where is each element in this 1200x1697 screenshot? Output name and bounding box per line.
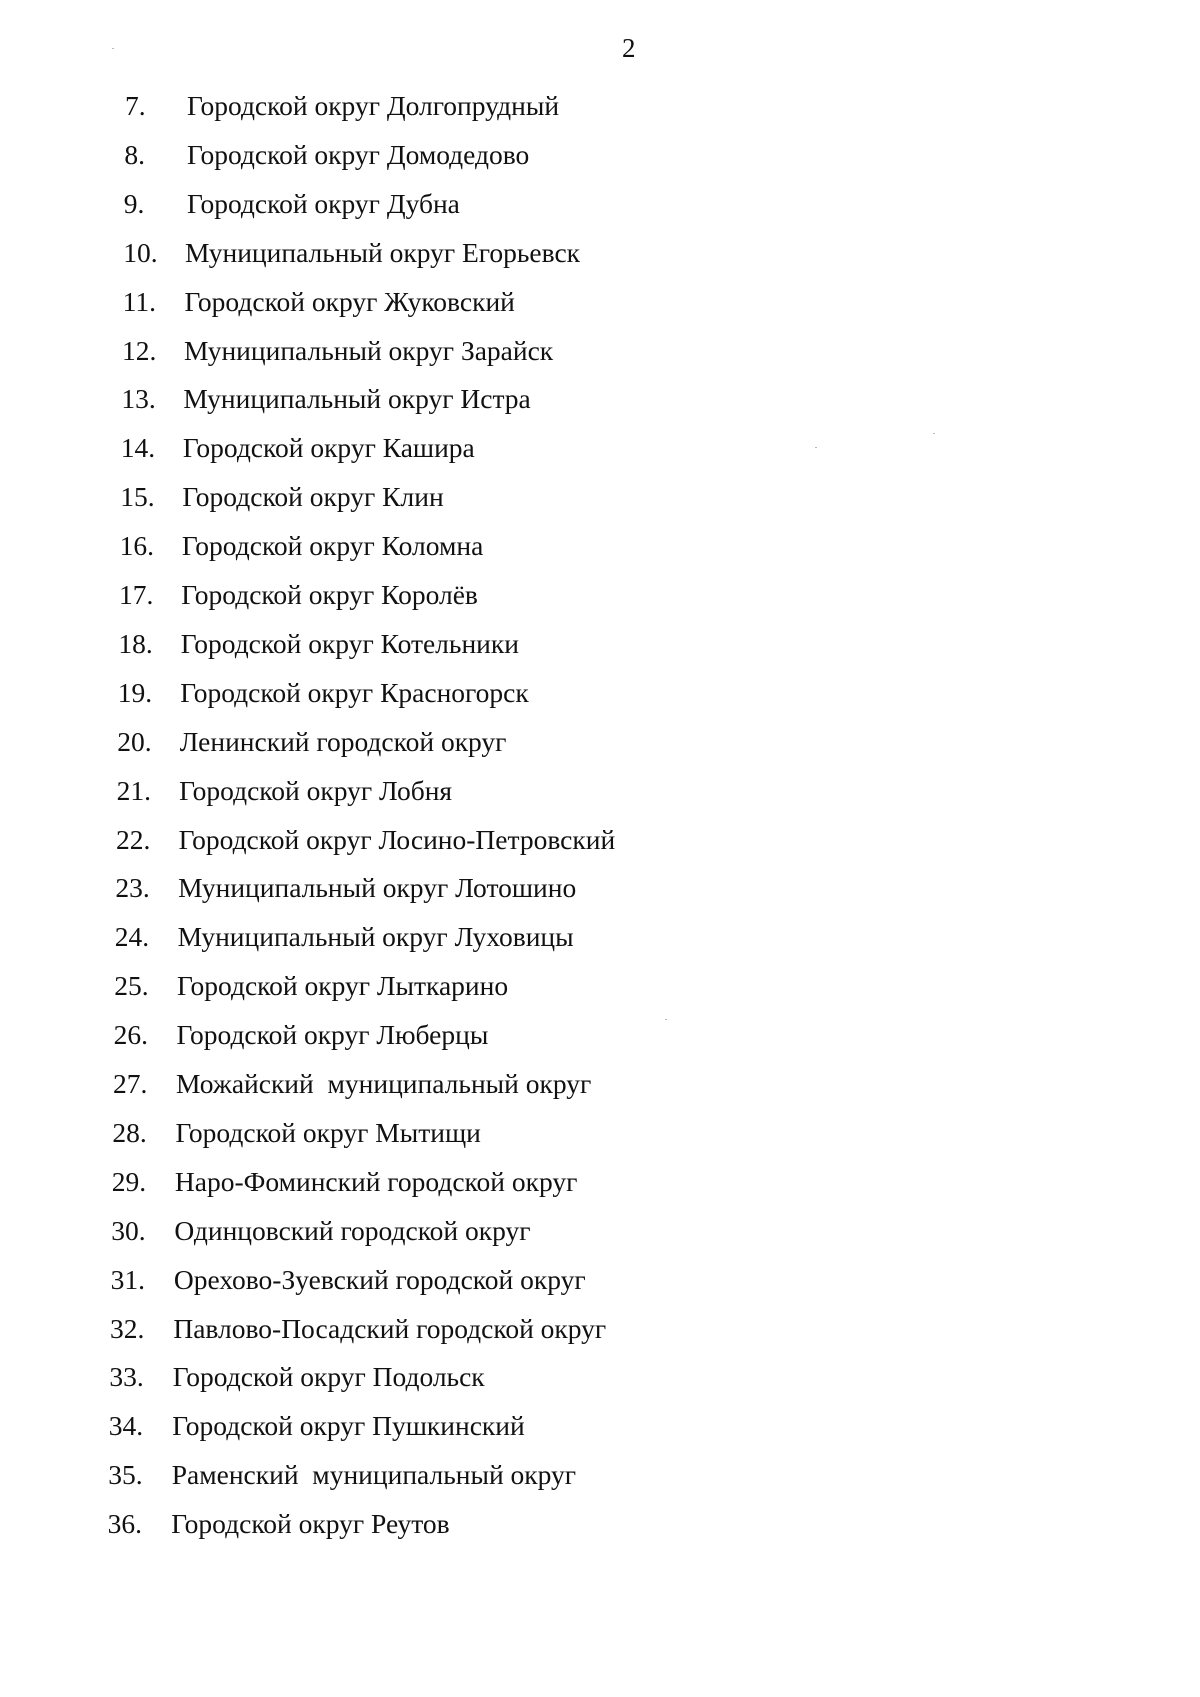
item-number: 15. xyxy=(120,481,155,513)
scan-speck xyxy=(665,1019,667,1020)
scan-speck xyxy=(112,48,114,49)
item-text: Городской округ Подольск xyxy=(172,1361,485,1393)
item-number: 32. xyxy=(110,1312,145,1344)
item-number: 16. xyxy=(119,530,154,562)
page-number: 2 xyxy=(622,33,636,63)
item-number: 17. xyxy=(119,579,154,610)
item-text: Городской округ Дубна xyxy=(186,187,460,219)
item-number: 28. xyxy=(112,1116,147,1148)
item-text: Городской округ Лыткарино xyxy=(177,970,509,1002)
item-text: Городской округ Королёв xyxy=(181,579,478,610)
item-number: 14. xyxy=(120,432,156,464)
item-number: 26. xyxy=(113,1019,148,1051)
item-text: Муниципальный округ Луховицы xyxy=(177,921,574,953)
scan-speck xyxy=(815,447,817,448)
item-text: Городской округ Домодедово xyxy=(186,138,530,170)
item-text: Городской округ Реутов xyxy=(171,1508,450,1540)
item-text: Городской округ Люберцы xyxy=(176,1019,489,1051)
item-number: 12. xyxy=(122,334,157,366)
item-text: Городской округ Клин xyxy=(182,481,444,513)
item-number: 36. xyxy=(107,1508,142,1540)
item-text: Павлово-Посадский городской округ xyxy=(173,1312,607,1344)
item-text: Городской округ Жуковский xyxy=(184,285,515,317)
item-text: Ленинский городской округ xyxy=(179,725,507,757)
scan-speck xyxy=(933,433,935,434)
item-text: Городской округ Коломна xyxy=(181,530,484,562)
item-text: Муниципальный округ Истра xyxy=(183,383,531,415)
item-number: 23. xyxy=(115,872,150,904)
item-number: 34. xyxy=(108,1410,144,1442)
item-number: 27. xyxy=(113,1068,148,1099)
item-number: 29. xyxy=(111,1165,147,1197)
item-text: Городской округ Котельники xyxy=(180,627,519,659)
item-number: 24. xyxy=(114,921,150,953)
item-text: Городской округ Лобня xyxy=(179,774,453,806)
item-text: Можайский муниципальный округ xyxy=(175,1068,592,1099)
item-text: Одинцовский городской округ xyxy=(174,1214,531,1246)
item-number: 22. xyxy=(116,823,151,855)
item-text: Муниципальный округ Егорьевск xyxy=(184,236,581,268)
item-number: 25. xyxy=(114,970,149,1002)
item-text: Раменский муниципальный округ xyxy=(171,1459,577,1491)
item-text: Муниципальный округ Лотошино xyxy=(178,872,577,904)
item-number: 35. xyxy=(108,1459,143,1491)
item-number: 8. xyxy=(124,138,146,170)
item-text: Городской округ Пушкинский xyxy=(172,1410,525,1442)
item-text: Городской округ Кашира xyxy=(182,432,475,464)
item-text: Городской округ Красногорск xyxy=(180,676,529,708)
item-number: 10. xyxy=(123,236,158,268)
item-number: 30. xyxy=(111,1214,146,1246)
item-text: Городской округ Мытищи xyxy=(175,1116,481,1148)
item-text: Муниципальный округ Зарайск xyxy=(183,334,554,366)
item-number: 20. xyxy=(117,725,152,757)
item-number: 13. xyxy=(121,383,156,415)
item-number: 18. xyxy=(118,627,153,659)
item-text: Городской округ Долгопрудный xyxy=(187,90,560,121)
item-number: 33. xyxy=(109,1361,144,1393)
item-text: Городской округ Лосино-Петровский xyxy=(178,823,616,855)
item-number: 21. xyxy=(116,774,151,806)
item-number: 31. xyxy=(110,1263,145,1295)
item-number: 7. xyxy=(125,90,146,121)
item-number: 11. xyxy=(122,285,156,317)
item-number: 9. xyxy=(123,187,145,219)
item-text: Наро-Фоминский городской округ xyxy=(174,1165,578,1197)
item-number: 19. xyxy=(117,676,153,708)
item-text: Орехово-Зуевский городской округ xyxy=(173,1263,586,1295)
